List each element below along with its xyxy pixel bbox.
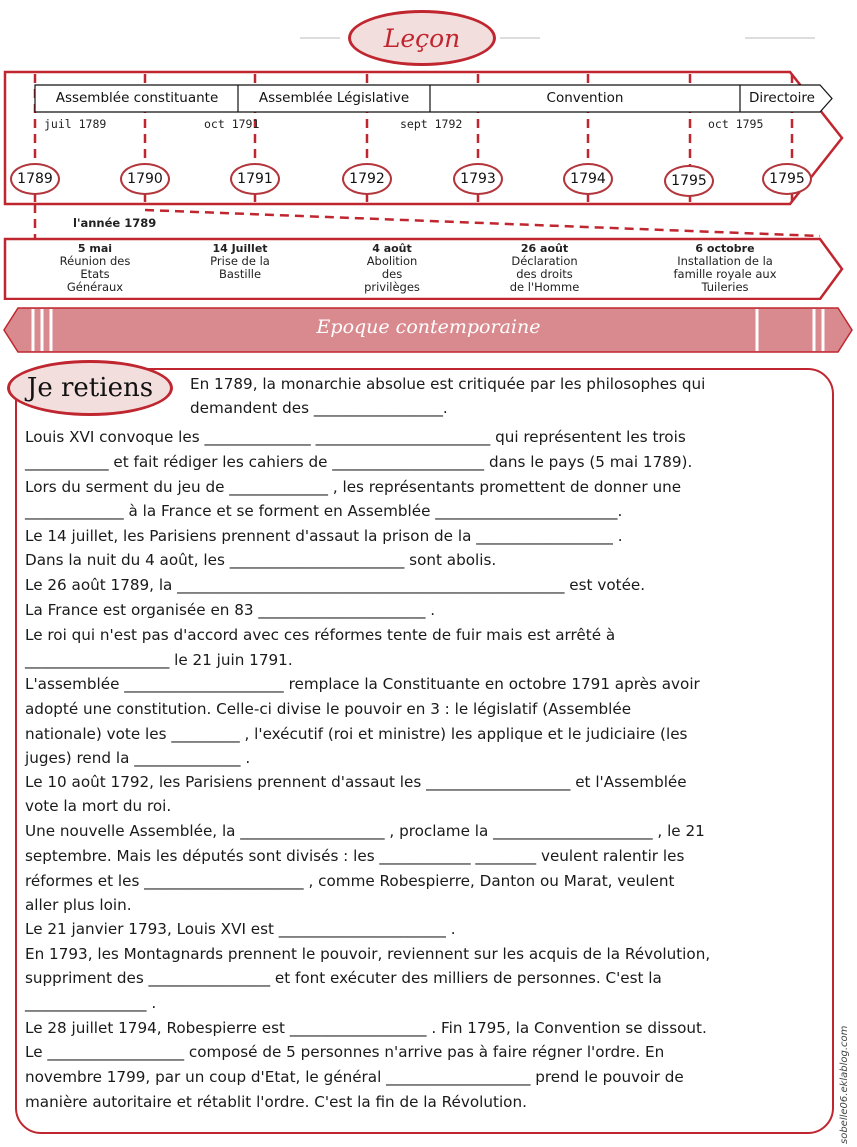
lesson-line: manière autoritaire et rétablit l'ordre. C'est la fin de la Révolution. — [25, 1093, 527, 1111]
event-26-aout — [487, 242, 602, 294]
lesson-line: novembre 1799, par un coup d'Etat, le général ___________________ prend le pouvoir de — [25, 1068, 684, 1086]
divider — [500, 37, 540, 39]
event-date: 4 août — [372, 242, 412, 255]
event-text: Bastille — [218, 267, 262, 281]
divider — [300, 37, 340, 39]
year-marker: 1790 — [120, 163, 170, 195]
period-assemblee-legislative: Assemblée Législative — [258, 90, 410, 106]
lesson-line: vote la mort du roi. — [25, 797, 172, 815]
event-date: 14 Juillet — [212, 242, 268, 255]
event-text: de l'Homme — [509, 280, 580, 294]
period-directoire: Directoire — [749, 90, 815, 106]
lesson-line: Le 21 janvier 1793, Louis XVI est ______________________ . — [25, 920, 456, 938]
event-14-juillet — [185, 242, 295, 281]
lesson-line: Le 10 août 1792, les Parisiens prennent d'assaut les ___________________ et l'Assemblée — [25, 773, 687, 791]
lesson-line: Le 28 juillet 1794, Robespierre est __________________ . Fin 1795, la Convention se dissout. — [25, 1019, 707, 1037]
event-text: privilèges — [364, 280, 420, 294]
lesson-line: L'assemblée _____________________ remplace la Constituante en octobre 1791 après avoir — [25, 675, 700, 693]
lesson-line: La France est organisée en 83 ______________________ . — [25, 601, 436, 619]
event-text: Prise de la — [210, 254, 270, 268]
event-text: des droits — [516, 267, 573, 281]
event-date: 6 octobre — [695, 242, 755, 255]
event-text: Installation de la — [677, 254, 773, 268]
event-date: 5 mai — [77, 242, 113, 255]
lesson-line: juges) rend la ______________ . — [25, 749, 251, 767]
lesson-line: ___________ et fait rédiger les cahiers de ____________________ dans le pays (5 mai 1789). — [25, 453, 693, 471]
lesson-line: Dans la nuit du 4 août, les _______________________ sont abolis. — [25, 551, 497, 569]
period-date: juil 1789 — [44, 117, 107, 131]
je-retiens-label: Je retiens — [7, 360, 173, 416]
event-text: des — [381, 267, 403, 281]
event-4-aout — [337, 242, 447, 294]
watermark — [836, 1014, 850, 1144]
page-title: Leçon — [348, 10, 496, 66]
year-marker: 1789 — [10, 163, 60, 195]
event-date: 26 août — [520, 242, 569, 255]
period-assemblee-constituante: Assemblée constituante — [55, 90, 219, 106]
event-text: famille royale aux — [673, 267, 777, 281]
divider — [745, 37, 815, 39]
lesson-line: Une nouvelle Assemblée, la ___________________ , proclame la _____________________ , le 21 — [25, 822, 705, 840]
lesson-line: septembre. Mais les députés sont divisés : les ____________ ________ veulent ralentir les — [25, 847, 685, 865]
lesson-line: aller plus loin. — [25, 896, 132, 914]
watermark-text: sobelle06.eklablog.com — [839, 1025, 850, 1144]
year-marker: 1792 — [342, 163, 392, 195]
event-text: Généraux — [66, 280, 124, 294]
lesson-line: Le __________________ composé de 5 personnes n'arrive pas à faire régner l'ordre. En — [25, 1043, 665, 1061]
epoque-title: Epoque contemporaine — [316, 316, 541, 338]
year-marker: 1794 — [563, 163, 613, 195]
lesson-line: _____________ à la France et se forment en Assemblée ________________________. — [25, 502, 623, 520]
lesson-line: suppriment des ________________ et font exécuter des milliers de personnes. C'est la — [25, 969, 662, 987]
year-marker: 1793 — [453, 163, 503, 195]
lesson-line: Lors du serment du jeu de _____________ , les représentants promettent de donner une — [25, 478, 682, 496]
period-date: oct 1795 — [708, 117, 764, 131]
event-6-octobre — [655, 242, 795, 294]
lesson-line: En 1793, les Montagnards prennent le pouvoir, reviennent sur les acquis de la Révolution, — [25, 945, 711, 963]
period-convention: Convention — [546, 90, 624, 106]
event-text: Réunion des — [59, 254, 131, 268]
lesson-line: En 1789, la monarchie absolue est critiquée par les philosophes qui — [190, 375, 706, 393]
lesson-line: Le 26 août 1789, la ___________________________________________________ est votée. — [25, 576, 646, 594]
lesson-line: adopté une constitution. Celle-ci divise le pouvoir en 3 : le législatif (Assemblée — [25, 700, 632, 718]
event-text: Déclaration — [511, 254, 578, 268]
event-text: Tuileries — [701, 280, 749, 294]
event-text: Etats — [80, 267, 110, 281]
period-date: oct 1791 — [204, 117, 260, 131]
period-date: sept 1792 — [400, 117, 463, 131]
year-marker: 1795 — [664, 165, 714, 197]
lesson-line: nationale) vote les _________ , l'exécutif (roi et ministre) les applique et le judiciaire (les — [25, 725, 688, 743]
lesson-line: demandent des _________________. — [190, 399, 448, 417]
lesson-line: ________________ . — [25, 994, 157, 1012]
event-text: Abolition — [366, 254, 418, 268]
year-marker: 1791 — [230, 163, 280, 195]
lesson-line: Le 14 juillet, les Parisiens prennent d'assaut la prison de la __________________ . — [25, 527, 623, 545]
lesson-line: Le roi qui n'est pas d'accord avec ces réformes tente de fuir mais est arrêté à — [25, 626, 616, 644]
event-5-mai — [40, 242, 150, 294]
lesson-line: réformes et les _____________________ , comme Robespierre, Danton ou Marat, veulent — [25, 872, 675, 890]
lesson-line: ___________________ le 21 juin 1791. — [25, 651, 293, 669]
year-marker: 1795 — [762, 163, 812, 195]
lesson-line: Louis XVI convoque les ______________ _______________________ qui représentent les trois — [25, 428, 686, 446]
zoom-label: l'année 1789 — [73, 216, 157, 230]
